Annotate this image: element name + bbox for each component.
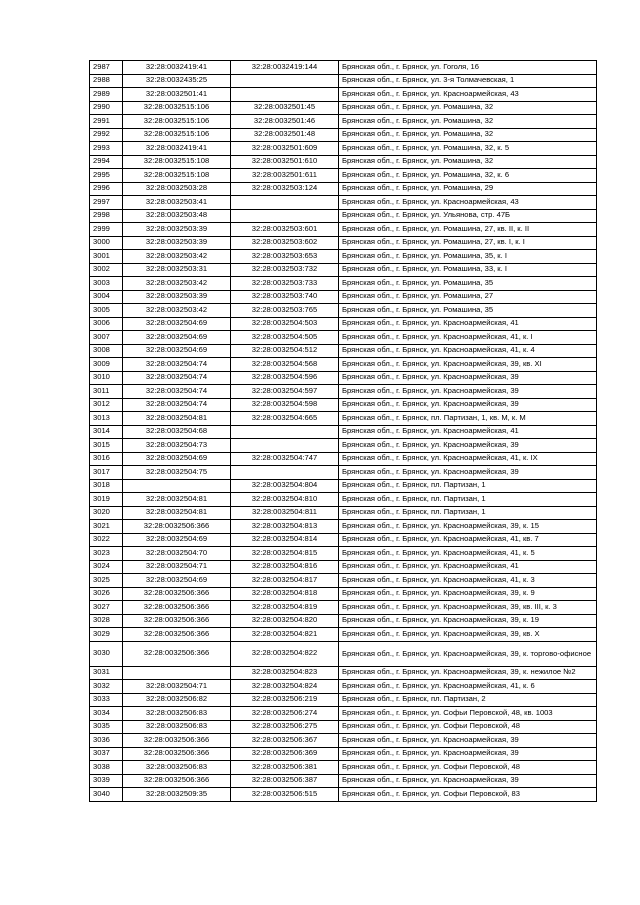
object-cadastral-number-cell xyxy=(231,74,339,88)
row-number-cell: 3030 xyxy=(90,641,123,666)
parcel-cadastral-number-cell: 32:28:0032503:31 xyxy=(123,263,231,277)
row-number-cell: 3034 xyxy=(90,707,123,721)
object-cadastral-number-cell: 32:28:0032504:817 xyxy=(231,574,339,588)
parcel-cadastral-number-cell: 32:28:0032515:108 xyxy=(123,155,231,169)
table-row xyxy=(90,304,597,318)
row-number-cell: 3012 xyxy=(90,398,123,412)
object-cadastral-number-cell: 32:28:0032501:609 xyxy=(231,142,339,156)
parcel-cadastral-number-cell: 32:28:0032504:71 xyxy=(123,680,231,694)
address-cell: Брянская обл., г. Брянск, ул. Красноармейская, 41, к. 4 xyxy=(339,344,597,358)
object-cadastral-number-cell: 32:28:0032504:814 xyxy=(231,533,339,547)
parcel-cadastral-number-cell: 32:28:0032506:366 xyxy=(123,520,231,534)
row-number-cell: 2991 xyxy=(90,115,123,129)
parcel-cadastral-number-cell: 32:28:0032504:71 xyxy=(123,560,231,574)
table-row xyxy=(90,693,597,707)
address-cell: Брянская обл., г. Брянск, ул. Ульянова, стр. 47Б xyxy=(339,209,597,223)
parcel-cadastral-number-cell: 32:28:0032501:41 xyxy=(123,88,231,102)
object-cadastral-number-cell: 32:28:0032504:820 xyxy=(231,614,339,628)
object-cadastral-number-cell: 32:28:0032501:48 xyxy=(231,128,339,142)
object-cadastral-number-cell: 32:28:0032501:46 xyxy=(231,115,339,129)
address-cell: Брянская обл., г. Брянск, ул. Софьи Перовской, 48 xyxy=(339,720,597,734)
table-row xyxy=(90,493,597,507)
object-cadastral-number-cell: 32:28:0032504:823 xyxy=(231,666,339,680)
row-number-cell: 2993 xyxy=(90,142,123,156)
parcel-cadastral-number-cell: 32:28:0032503:42 xyxy=(123,304,231,318)
object-cadastral-number-cell: 32:28:0032504:598 xyxy=(231,398,339,412)
parcel-cadastral-number-cell: 32:28:0032504:74 xyxy=(123,371,231,385)
row-number-cell: 3026 xyxy=(90,587,123,601)
row-number-cell: 3021 xyxy=(90,520,123,534)
cadastral-registry-table xyxy=(89,60,597,802)
address-cell: Брянская обл., г. Брянск, ул. Ромашина, 32 xyxy=(339,115,597,129)
address-cell: Брянская обл., г. Брянск, ул. Красноармейская, 39, к. нежилое №2 xyxy=(339,666,597,680)
parcel-cadastral-number-cell: 32:28:0032504:70 xyxy=(123,547,231,561)
row-number-cell: 3024 xyxy=(90,560,123,574)
table-row xyxy=(90,734,597,748)
table-row xyxy=(90,88,597,102)
table-row xyxy=(90,452,597,466)
row-number-cell: 3002 xyxy=(90,263,123,277)
address-cell: Брянская обл., г. Брянск, ул. Красноармейская, 41, к. 6 xyxy=(339,680,597,694)
row-number-cell: 3001 xyxy=(90,250,123,264)
table-body xyxy=(90,61,597,802)
table-row xyxy=(90,666,597,680)
object-cadastral-number-cell: 32:28:0032504:819 xyxy=(231,601,339,615)
table-row xyxy=(90,385,597,399)
address-cell: Брянская обл., г. Брянск, ул. Гоголя, 16 xyxy=(339,61,597,75)
address-cell: Брянская обл., г. Брянск, ул. Красноармейская, 39, к. 19 xyxy=(339,614,597,628)
object-cadastral-number-cell: 32:28:0032504:816 xyxy=(231,560,339,574)
address-cell: Брянская обл., г. Брянск, ул. Красноармейская, 39 xyxy=(339,439,597,453)
parcel-cadastral-number-cell xyxy=(123,479,231,493)
object-cadastral-number-cell: 32:28:0032503:765 xyxy=(231,304,339,318)
parcel-cadastral-number-cell: 32:28:0032506:366 xyxy=(123,734,231,748)
table-row xyxy=(90,547,597,561)
parcel-cadastral-number-cell: 32:28:0032506:82 xyxy=(123,693,231,707)
address-cell: Брянская обл., г. Брянск, пл. Партизан, 2 xyxy=(339,693,597,707)
table-row xyxy=(90,142,597,156)
parcel-cadastral-number-cell: 32:28:0032504:69 xyxy=(123,452,231,466)
object-cadastral-number-cell: 32:28:0032504:597 xyxy=(231,385,339,399)
address-cell: Брянская обл., г. Брянск, ул. Красноармейская, 39, к. торгово-офисное xyxy=(339,641,597,666)
row-number-cell: 3028 xyxy=(90,614,123,628)
row-number-cell: 3032 xyxy=(90,680,123,694)
object-cadastral-number-cell: 32:28:0032503:653 xyxy=(231,250,339,264)
row-number-cell: 3014 xyxy=(90,425,123,439)
address-cell: Брянская обл., г. Брянск, ул. Ромашина, 35, к. I xyxy=(339,250,597,264)
table-row xyxy=(90,61,597,75)
row-number-cell: 3013 xyxy=(90,412,123,426)
object-cadastral-number-cell: 32:28:0032501:45 xyxy=(231,101,339,115)
row-number-cell: 3035 xyxy=(90,720,123,734)
address-cell: Брянская обл., г. Брянск, ул. Ромашина, 35 xyxy=(339,304,597,318)
table-row xyxy=(90,371,597,385)
row-number-cell: 2998 xyxy=(90,209,123,223)
address-cell: Брянская обл., г. Брянск, пл. Партизан, 1 xyxy=(339,479,597,493)
table-row xyxy=(90,707,597,721)
address-cell: Брянская обл., г. Брянск, ул. Красноармейская, 39 xyxy=(339,734,597,748)
parcel-cadastral-number-cell: 32:28:0032504:73 xyxy=(123,439,231,453)
row-number-cell: 3037 xyxy=(90,747,123,761)
table-row xyxy=(90,115,597,129)
object-cadastral-number-cell: 32:28:0032504:810 xyxy=(231,493,339,507)
table-row xyxy=(90,317,597,331)
row-number-cell: 2989 xyxy=(90,88,123,102)
table-row xyxy=(90,155,597,169)
parcel-cadastral-number-cell: 32:28:0032506:366 xyxy=(123,587,231,601)
address-cell: Брянская обл., г. Брянск, ул. Красноармейская, 39, кв. X xyxy=(339,628,597,642)
row-number-cell: 3008 xyxy=(90,344,123,358)
parcel-cadastral-number-cell: 32:28:0032504:81 xyxy=(123,493,231,507)
table-row xyxy=(90,761,597,775)
parcel-cadastral-number-cell: 32:28:0032504:75 xyxy=(123,466,231,480)
address-cell: Брянская обл., г. Брянск, ул. Ромашина, 32, к. 6 xyxy=(339,169,597,183)
address-cell: Брянская обл., г. Брянск, ул. Красноармейская, 41, к. 3 xyxy=(339,574,597,588)
row-number-cell: 3036 xyxy=(90,734,123,748)
object-cadastral-number-cell: 32:28:0032506:367 xyxy=(231,734,339,748)
table-row xyxy=(90,788,597,802)
table-row xyxy=(90,466,597,480)
parcel-cadastral-number-cell: 32:28:0032504:74 xyxy=(123,385,231,399)
parcel-cadastral-number-cell: 32:28:0032504:69 xyxy=(123,331,231,345)
object-cadastral-number-cell: 32:28:0032503:601 xyxy=(231,223,339,237)
address-cell: Брянская обл., г. Брянск, пл. Партизан, 1 xyxy=(339,493,597,507)
table-row xyxy=(90,128,597,142)
parcel-cadastral-number-cell: 32:28:0032504:74 xyxy=(123,358,231,372)
table-row xyxy=(90,601,597,615)
object-cadastral-number-cell: 32:28:0032503:733 xyxy=(231,277,339,291)
row-number-cell: 2988 xyxy=(90,74,123,88)
object-cadastral-number-cell: 32:28:0032506:515 xyxy=(231,788,339,802)
object-cadastral-number-cell xyxy=(231,196,339,210)
parcel-cadastral-number-cell: 32:28:0032515:106 xyxy=(123,128,231,142)
row-number-cell: 2995 xyxy=(90,169,123,183)
object-cadastral-number-cell: 32:28:0032504:804 xyxy=(231,479,339,493)
parcel-cadastral-number-cell: 32:28:0032504:69 xyxy=(123,317,231,331)
table-row xyxy=(90,747,597,761)
address-cell: Брянская обл., г. Брянск, ул. 3-я Толмачевская, 1 xyxy=(339,74,597,88)
parcel-cadastral-number-cell: 32:28:0032506:366 xyxy=(123,641,231,666)
address-cell: Брянская обл., г. Брянск, ул. Софьи Перовской, 48, кв. 1003 xyxy=(339,707,597,721)
table-row xyxy=(90,196,597,210)
parcel-cadastral-number-cell: 32:28:0032435:25 xyxy=(123,74,231,88)
row-number-cell: 3040 xyxy=(90,788,123,802)
parcel-cadastral-number-cell: 32:28:0032504:69 xyxy=(123,574,231,588)
object-cadastral-number-cell: 32:28:0032501:610 xyxy=(231,155,339,169)
object-cadastral-number-cell: 32:28:0032503:740 xyxy=(231,290,339,304)
object-cadastral-number-cell: 32:28:0032506:369 xyxy=(231,747,339,761)
parcel-cadastral-number-cell: 32:28:0032504:69 xyxy=(123,533,231,547)
row-number-cell: 3033 xyxy=(90,693,123,707)
object-cadastral-number-cell: 32:28:0032503:732 xyxy=(231,263,339,277)
address-cell: Брянская обл., г. Брянск, ул. Красноармейская, 39 xyxy=(339,466,597,480)
object-cadastral-number-cell: 32:28:0032504:813 xyxy=(231,520,339,534)
row-number-cell: 3020 xyxy=(90,506,123,520)
parcel-cadastral-number-cell: 32:28:0032504:68 xyxy=(123,425,231,439)
row-number-cell: 2987 xyxy=(90,61,123,75)
object-cadastral-number-cell: 32:28:0032504:815 xyxy=(231,547,339,561)
parcel-cadastral-number-cell: 32:28:0032506:366 xyxy=(123,601,231,615)
parcel-cadastral-number-cell: 32:28:0032504:74 xyxy=(123,398,231,412)
object-cadastral-number-cell xyxy=(231,466,339,480)
row-number-cell: 3004 xyxy=(90,290,123,304)
table-row xyxy=(90,101,597,115)
parcel-cadastral-number-cell: 32:28:0032506:83 xyxy=(123,720,231,734)
object-cadastral-number-cell: 32:28:0032506:219 xyxy=(231,693,339,707)
table-row xyxy=(90,344,597,358)
address-cell: Брянская обл., г. Брянск, ул. Ромашина, 27, кв. I, к. I xyxy=(339,236,597,250)
address-cell: Брянская обл., г. Брянск, ул. Красноармейская, 43 xyxy=(339,196,597,210)
parcel-cadastral-number-cell: 32:28:0032503:41 xyxy=(123,196,231,210)
row-number-cell: 2990 xyxy=(90,101,123,115)
row-number-cell: 3000 xyxy=(90,236,123,250)
row-number-cell: 3031 xyxy=(90,666,123,680)
object-cadastral-number-cell: 32:28:0032504:818 xyxy=(231,587,339,601)
object-cadastral-number-cell: 32:28:0032419:144 xyxy=(231,61,339,75)
address-cell: Брянская обл., г. Брянск, ул. Красноармейская, 39, кв. XI xyxy=(339,358,597,372)
address-cell: Брянская обл., г. Брянск, ул. Красноармейская, 39 xyxy=(339,774,597,788)
parcel-cadastral-number-cell: 32:28:0032506:366 xyxy=(123,774,231,788)
table-row xyxy=(90,680,597,694)
row-number-cell: 3015 xyxy=(90,439,123,453)
parcel-cadastral-number-cell xyxy=(123,666,231,680)
object-cadastral-number-cell: 32:28:0032504:503 xyxy=(231,317,339,331)
address-cell: Брянская обл., г. Брянск, ул. Ромашина, 32, к. 5 xyxy=(339,142,597,156)
parcel-cadastral-number-cell: 32:28:0032515:106 xyxy=(123,101,231,115)
table-row xyxy=(90,587,597,601)
object-cadastral-number-cell: 32:28:0032504:747 xyxy=(231,452,339,466)
row-number-cell: 2994 xyxy=(90,155,123,169)
address-cell: Брянская обл., г. Брянск, ул. Красноармейская, 39 xyxy=(339,371,597,385)
parcel-cadastral-number-cell: 32:28:0032504:69 xyxy=(123,344,231,358)
table-row xyxy=(90,774,597,788)
address-cell: Брянская обл., г. Брянск, ул. Красноармейская, 41, к. IX xyxy=(339,452,597,466)
object-cadastral-number-cell: 32:28:0032503:602 xyxy=(231,236,339,250)
table-row xyxy=(90,358,597,372)
object-cadastral-number-cell xyxy=(231,88,339,102)
row-number-cell: 3003 xyxy=(90,277,123,291)
object-cadastral-number-cell xyxy=(231,439,339,453)
row-number-cell: 2992 xyxy=(90,128,123,142)
address-cell: Брянская обл., г. Брянск, ул. Красноармейская, 39, к. 9 xyxy=(339,587,597,601)
parcel-cadastral-number-cell: 32:28:0032506:366 xyxy=(123,628,231,642)
address-cell: Брянская обл., г. Брянск, ул. Красноармейская, 41 xyxy=(339,425,597,439)
address-cell: Брянская обл., г. Брянск, ул. Ромашина, 29 xyxy=(339,182,597,196)
object-cadastral-number-cell: 32:28:0032506:275 xyxy=(231,720,339,734)
parcel-cadastral-number-cell: 32:28:0032419:41 xyxy=(123,142,231,156)
table-row xyxy=(90,263,597,277)
parcel-cadastral-number-cell: 32:28:0032503:42 xyxy=(123,250,231,264)
object-cadastral-number-cell: 32:28:0032504:512 xyxy=(231,344,339,358)
row-number-cell: 3011 xyxy=(90,385,123,399)
table-row xyxy=(90,236,597,250)
address-cell: Брянская обл., г. Брянск, ул. Красноармейская, 41 xyxy=(339,560,597,574)
address-cell: Брянская обл., г. Брянск, пл. Партизан, 1, кв. М, к. М xyxy=(339,412,597,426)
object-cadastral-number-cell: 32:28:0032504:665 xyxy=(231,412,339,426)
address-cell: Брянская обл., г. Брянск, ул. Красноармейская, 39 xyxy=(339,385,597,399)
row-number-cell: 3023 xyxy=(90,547,123,561)
address-cell: Брянская обл., г. Брянск, ул. Красноармейская, 39 xyxy=(339,398,597,412)
address-cell: Брянская обл., г. Брянск, ул. Красноармейская, 39, к. 15 xyxy=(339,520,597,534)
row-number-cell: 3039 xyxy=(90,774,123,788)
row-number-cell: 3038 xyxy=(90,761,123,775)
table-row xyxy=(90,250,597,264)
address-cell: Брянская обл., г. Брянск, ул. Ромашина, 33, к. I xyxy=(339,263,597,277)
address-cell: Брянская обл., г. Брянск, ул. Софьи Перовской, 48 xyxy=(339,761,597,775)
parcel-cadastral-number-cell: 32:28:0032503:39 xyxy=(123,290,231,304)
row-number-cell: 3019 xyxy=(90,493,123,507)
parcel-cadastral-number-cell: 32:28:0032515:108 xyxy=(123,169,231,183)
object-cadastral-number-cell: 32:28:0032504:821 xyxy=(231,628,339,642)
parcel-cadastral-number-cell: 32:28:0032506:83 xyxy=(123,761,231,775)
parcel-cadastral-number-cell: 32:28:0032503:42 xyxy=(123,277,231,291)
address-cell: Брянская обл., г. Брянск, ул. Красноармейская, 43 xyxy=(339,88,597,102)
address-cell: Брянская обл., г. Брянск, ул. Софьи Перовской, 83 xyxy=(339,788,597,802)
row-number-cell: 3017 xyxy=(90,466,123,480)
table-row xyxy=(90,533,597,547)
row-number-cell: 2997 xyxy=(90,196,123,210)
table-row xyxy=(90,277,597,291)
object-cadastral-number-cell: 32:28:0032504:822 xyxy=(231,641,339,666)
address-cell: Брянская обл., г. Брянск, ул. Ромашина, 35 xyxy=(339,277,597,291)
row-number-cell: 3006 xyxy=(90,317,123,331)
parcel-cadastral-number-cell: 32:28:0032503:39 xyxy=(123,236,231,250)
object-cadastral-number-cell: 32:28:0032506:387 xyxy=(231,774,339,788)
row-number-cell: 3009 xyxy=(90,358,123,372)
object-cadastral-number-cell: 32:28:0032506:381 xyxy=(231,761,339,775)
object-cadastral-number-cell xyxy=(231,209,339,223)
row-number-cell: 3005 xyxy=(90,304,123,318)
table-row xyxy=(90,720,597,734)
address-cell: Брянская обл., г. Брянск, ул. Красноармейская, 41 xyxy=(339,317,597,331)
address-cell: Брянская обл., г. Брянск, ул. Ромашина, 27 xyxy=(339,290,597,304)
address-cell: Брянская обл., г. Брянск, ул. Ромашина, 32 xyxy=(339,128,597,142)
parcel-cadastral-number-cell: 32:28:0032509:35 xyxy=(123,788,231,802)
object-cadastral-number-cell: 32:28:0032506:274 xyxy=(231,707,339,721)
object-cadastral-number-cell: 32:28:0032504:505 xyxy=(231,331,339,345)
object-cadastral-number-cell: 32:28:0032501:611 xyxy=(231,169,339,183)
address-cell: Брянская обл., г. Брянск, пл. Партизан, 1 xyxy=(339,506,597,520)
parcel-cadastral-number-cell: 32:28:0032506:83 xyxy=(123,707,231,721)
address-cell: Брянская обл., г. Брянск, ул. Ромашина, 27, кв. II, к. II xyxy=(339,223,597,237)
table-row xyxy=(90,209,597,223)
row-number-cell: 3018 xyxy=(90,479,123,493)
parcel-cadastral-number-cell: 32:28:0032504:81 xyxy=(123,412,231,426)
object-cadastral-number-cell: 32:28:0032504:811 xyxy=(231,506,339,520)
table-row xyxy=(90,223,597,237)
parcel-cadastral-number-cell: 32:28:0032503:39 xyxy=(123,223,231,237)
address-cell: Брянская обл., г. Брянск, ул. Ромашина, 32 xyxy=(339,101,597,115)
table-row xyxy=(90,169,597,183)
table-row xyxy=(90,506,597,520)
row-number-cell: 3007 xyxy=(90,331,123,345)
table-row xyxy=(90,520,597,534)
parcel-cadastral-number-cell: 32:28:0032503:48 xyxy=(123,209,231,223)
address-cell: Брянская обл., г. Брянск, ул. Красноармейская, 41, кв. 7 xyxy=(339,533,597,547)
table-row xyxy=(90,479,597,493)
object-cadastral-number-cell: 32:28:0032504:596 xyxy=(231,371,339,385)
row-number-cell: 3010 xyxy=(90,371,123,385)
address-cell: Брянская обл., г. Брянск, ул. Ромашина, 32 xyxy=(339,155,597,169)
table-row xyxy=(90,182,597,196)
table-row xyxy=(90,425,597,439)
row-number-cell: 3025 xyxy=(90,574,123,588)
table-row xyxy=(90,412,597,426)
parcel-cadastral-number-cell: 32:28:0032506:366 xyxy=(123,747,231,761)
parcel-cadastral-number-cell: 32:28:0032503:28 xyxy=(123,182,231,196)
table-row xyxy=(90,439,597,453)
row-number-cell: 3022 xyxy=(90,533,123,547)
object-cadastral-number-cell: 32:28:0032504:568 xyxy=(231,358,339,372)
object-cadastral-number-cell: 32:28:0032503:124 xyxy=(231,182,339,196)
row-number-cell: 2999 xyxy=(90,223,123,237)
table-row xyxy=(90,614,597,628)
object-cadastral-number-cell xyxy=(231,425,339,439)
address-cell: Брянская обл., г. Брянск, ул. Красноармейская, 39, кв. III, к. 3 xyxy=(339,601,597,615)
parcel-cadastral-number-cell: 32:28:0032504:81 xyxy=(123,506,231,520)
row-number-cell: 2996 xyxy=(90,182,123,196)
address-cell: Брянская обл., г. Брянск, ул. Красноармейская, 41, к. I xyxy=(339,331,597,345)
table-row xyxy=(90,641,597,666)
address-cell: Брянская обл., г. Брянск, ул. Красноармейская, 39 xyxy=(339,747,597,761)
row-number-cell: 3016 xyxy=(90,452,123,466)
parcel-cadastral-number-cell: 32:28:0032419:41 xyxy=(123,61,231,75)
table-row xyxy=(90,331,597,345)
table-row xyxy=(90,74,597,88)
table-row xyxy=(90,398,597,412)
address-cell: Брянская обл., г. Брянск, ул. Красноармейская, 41, к. 5 xyxy=(339,547,597,561)
table-row xyxy=(90,560,597,574)
parcel-cadastral-number-cell: 32:28:0032515:106 xyxy=(123,115,231,129)
table-row xyxy=(90,290,597,304)
parcel-cadastral-number-cell: 32:28:0032506:366 xyxy=(123,614,231,628)
table-row xyxy=(90,628,597,642)
row-number-cell: 3027 xyxy=(90,601,123,615)
table-row xyxy=(90,574,597,588)
object-cadastral-number-cell: 32:28:0032504:824 xyxy=(231,680,339,694)
row-number-cell: 3029 xyxy=(90,628,123,642)
